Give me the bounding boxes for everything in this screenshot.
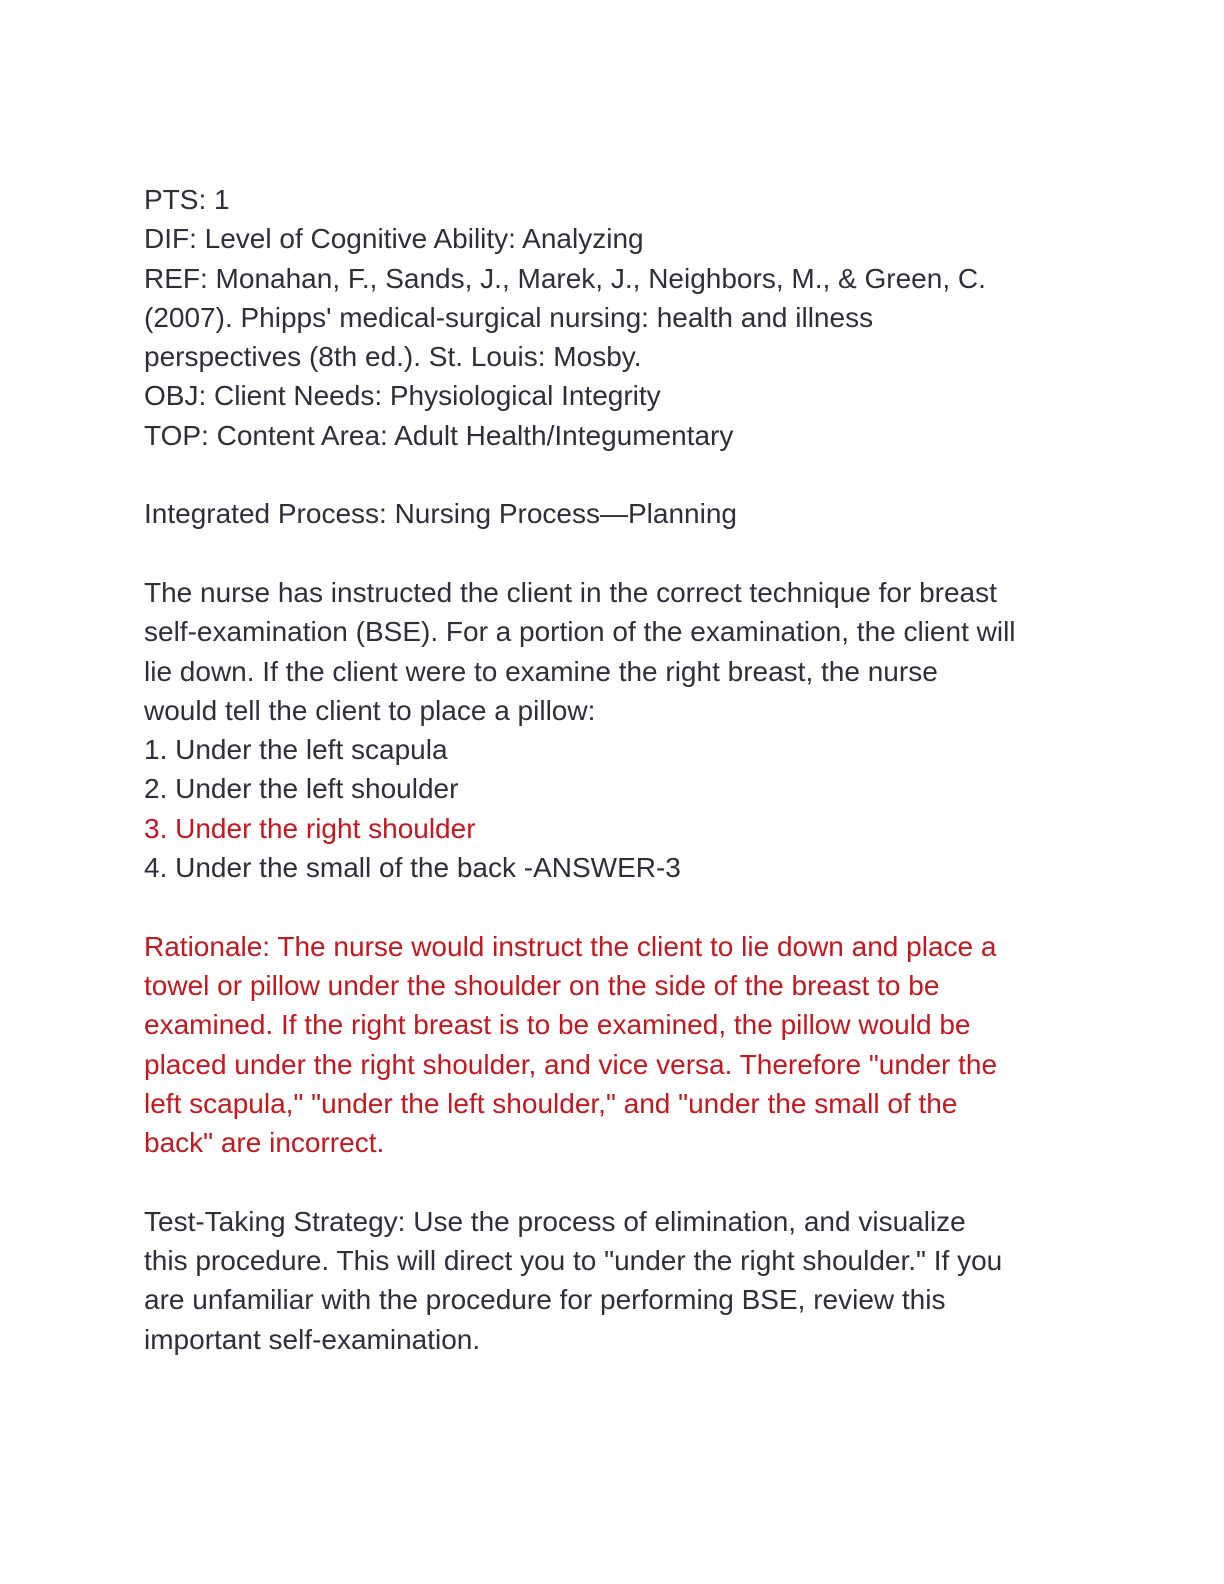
reference-line-3: perspectives (8th ed.). St. Louis: Mosby. — [144, 341, 642, 373]
answer-option-2: 2. Under the left shoulder — [144, 773, 459, 805]
rationale — [144, 927, 1084, 1163]
question-stem-line: The nurse has instructed the client in the correct technique for breast — [144, 576, 997, 608]
objective-line: OBJ: Client Needs: Physiological Integrity — [144, 380, 661, 412]
reference-line-2: (2007). Phipps' medical-surgical nursing: health and illness — [144, 301, 874, 333]
question-stem-line: self-examination (BSE). For a portion of the examination, the client will — [144, 616, 1016, 648]
integrated-process-line: Integrated Process: Nursing Process—Planning — [144, 498, 737, 530]
paragraph-spacer — [144, 534, 1084, 573]
question-stem-line: lie down. If the client were to examine the right breast, the nurse — [144, 655, 938, 687]
integrated-process — [144, 494, 1084, 533]
question-stem-line: would tell the client to place a pillow: — [144, 694, 596, 726]
paragraph-spacer — [144, 887, 1084, 926]
question-metadata — [144, 180, 1084, 455]
rationale-line: towel or pillow under the shoulder on the side of the breast to be — [144, 969, 940, 1001]
answer-option-3-correct: 3. Under the right shoulder — [144, 812, 476, 844]
strategy-line: this procedure. This will direct you to "under the right shoulder." If you — [144, 1245, 1003, 1277]
rationale-line: examined. If the right breast is to be examined, the pillow would be — [144, 1009, 971, 1041]
strategy-line: are unfamiliar with the procedure for performing BSE, review this — [144, 1284, 946, 1316]
test-taking-strategy — [144, 1202, 1084, 1359]
rationale-line: placed under the right shoulder, and vice versa. Therefore "under the — [144, 1048, 998, 1080]
document-body — [144, 180, 1084, 1359]
points-line: PTS: 1 — [144, 184, 230, 215]
question-block — [144, 573, 1084, 887]
answer-option-1: 1. Under the left scapula — [144, 734, 448, 766]
strategy-line: important self-examination. — [144, 1323, 481, 1355]
difficulty-line: DIF: Level of Cognitive Ability: Analyzing — [144, 223, 644, 255]
answer-option-4: 4. Under the small of the back -ANSWER-3 — [144, 852, 681, 884]
paragraph-spacer — [144, 455, 1084, 494]
rationale-line: Rationale: The nurse would instruct the client to lie down and place a — [144, 930, 997, 962]
topic-line: TOP: Content Area: Adult Health/Integumentary — [144, 419, 734, 451]
rationale-line: back" are incorrect. — [144, 1127, 385, 1159]
rationale-line: left scapula," "under the left shoulder," and "under the small of the — [144, 1087, 958, 1119]
reference-line-1: REF: Monahan, F., Sands, J., Marek, J., Neighbors, M., & Green, C. — [144, 262, 986, 294]
paragraph-spacer — [144, 1162, 1084, 1201]
strategy-line: Test-Taking Strategy: Use the process of elimination, and visualize — [144, 1205, 966, 1237]
